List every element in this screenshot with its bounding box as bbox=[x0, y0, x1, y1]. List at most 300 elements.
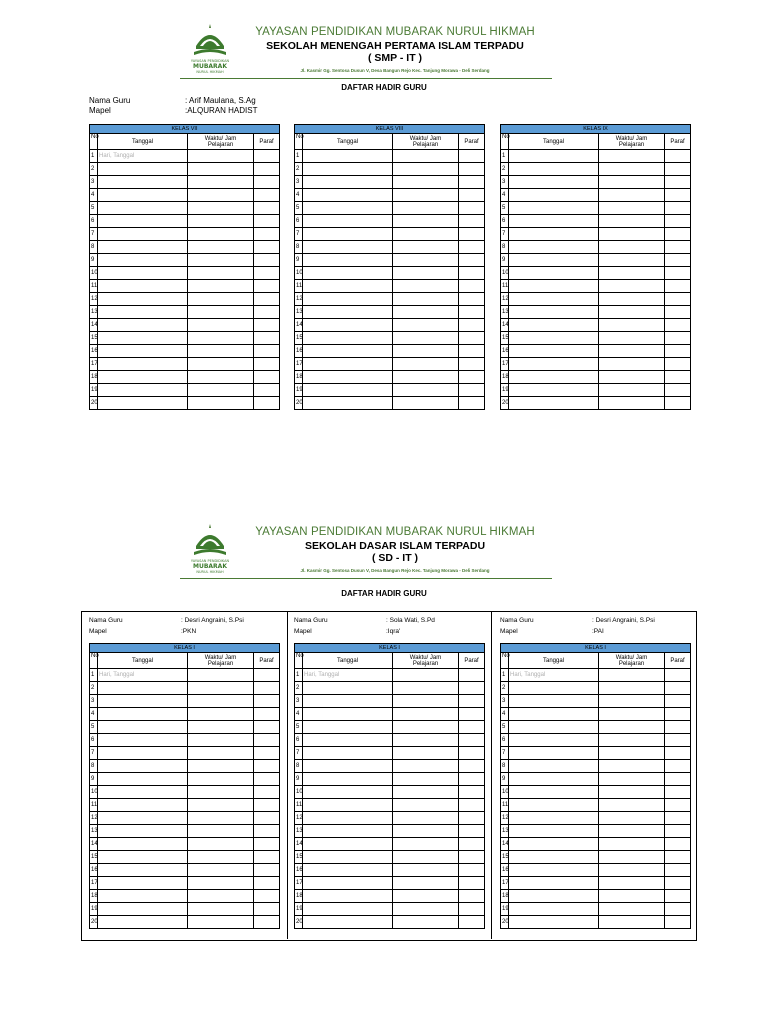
date-cell[interactable] bbox=[98, 695, 188, 708]
date-cell[interactable] bbox=[509, 773, 599, 786]
time-cell[interactable] bbox=[393, 150, 459, 163]
date-cell[interactable] bbox=[509, 916, 599, 929]
signature-cell[interactable] bbox=[665, 721, 691, 734]
time-cell[interactable] bbox=[188, 319, 254, 332]
signature-cell[interactable] bbox=[665, 695, 691, 708]
signature-cell[interactable] bbox=[665, 864, 691, 877]
signature-cell[interactable] bbox=[254, 682, 280, 695]
signature-cell[interactable] bbox=[254, 332, 280, 345]
signature-cell[interactable] bbox=[665, 916, 691, 929]
signature-cell[interactable] bbox=[459, 773, 485, 786]
date-cell[interactable] bbox=[509, 851, 599, 864]
date-cell[interactable] bbox=[98, 773, 188, 786]
date-cell[interactable] bbox=[98, 202, 188, 215]
signature-cell[interactable] bbox=[459, 358, 485, 371]
date-cell[interactable] bbox=[303, 747, 393, 760]
time-cell[interactable] bbox=[188, 163, 254, 176]
signature-cell[interactable] bbox=[665, 760, 691, 773]
signature-cell[interactable] bbox=[459, 241, 485, 254]
time-cell[interactable] bbox=[393, 189, 459, 202]
date-cell[interactable] bbox=[509, 306, 599, 319]
time-cell[interactable] bbox=[599, 384, 665, 397]
time-cell[interactable] bbox=[599, 773, 665, 786]
time-cell[interactable] bbox=[393, 163, 459, 176]
signature-cell[interactable] bbox=[665, 163, 691, 176]
signature-cell[interactable] bbox=[459, 150, 485, 163]
time-cell[interactable] bbox=[599, 864, 665, 877]
signature-cell[interactable] bbox=[459, 721, 485, 734]
signature-cell[interactable] bbox=[254, 254, 280, 267]
date-cell[interactable] bbox=[303, 682, 393, 695]
time-cell[interactable] bbox=[188, 241, 254, 254]
date-cell[interactable]: Hari, Tanggal bbox=[303, 669, 393, 682]
date-cell[interactable] bbox=[509, 708, 599, 721]
date-cell[interactable] bbox=[98, 721, 188, 734]
signature-cell[interactable] bbox=[459, 695, 485, 708]
date-cell[interactable] bbox=[303, 721, 393, 734]
date-cell[interactable] bbox=[509, 864, 599, 877]
time-cell[interactable] bbox=[188, 838, 254, 851]
date-cell[interactable] bbox=[303, 254, 393, 267]
date-cell[interactable] bbox=[509, 202, 599, 215]
date-cell[interactable]: Hari, Tanggal bbox=[509, 669, 599, 682]
date-cell[interactable] bbox=[303, 241, 393, 254]
signature-cell[interactable] bbox=[665, 293, 691, 306]
time-cell[interactable] bbox=[393, 916, 459, 929]
signature-cell[interactable] bbox=[459, 903, 485, 916]
signature-cell[interactable] bbox=[459, 267, 485, 280]
signature-cell[interactable] bbox=[459, 332, 485, 345]
time-cell[interactable] bbox=[188, 280, 254, 293]
time-cell[interactable] bbox=[599, 799, 665, 812]
time-cell[interactable] bbox=[188, 371, 254, 384]
signature-cell[interactable] bbox=[254, 669, 280, 682]
signature-cell[interactable] bbox=[254, 176, 280, 189]
date-cell[interactable]: Hari, Tanggal bbox=[98, 669, 188, 682]
time-cell[interactable] bbox=[599, 760, 665, 773]
time-cell[interactable] bbox=[393, 371, 459, 384]
date-cell[interactable] bbox=[303, 838, 393, 851]
time-cell[interactable] bbox=[188, 345, 254, 358]
signature-cell[interactable] bbox=[459, 747, 485, 760]
signature-cell[interactable] bbox=[459, 734, 485, 747]
signature-cell[interactable] bbox=[665, 877, 691, 890]
date-cell[interactable] bbox=[303, 890, 393, 903]
signature-cell[interactable] bbox=[459, 825, 485, 838]
time-cell[interactable] bbox=[393, 864, 459, 877]
date-cell[interactable] bbox=[98, 254, 188, 267]
signature-cell[interactable] bbox=[459, 890, 485, 903]
date-cell[interactable] bbox=[509, 903, 599, 916]
time-cell[interactable] bbox=[599, 825, 665, 838]
signature-cell[interactable] bbox=[254, 825, 280, 838]
date-cell[interactable] bbox=[303, 812, 393, 825]
date-cell[interactable] bbox=[303, 799, 393, 812]
time-cell[interactable] bbox=[599, 734, 665, 747]
signature-cell[interactable] bbox=[459, 669, 485, 682]
date-cell[interactable] bbox=[509, 241, 599, 254]
time-cell[interactable] bbox=[599, 669, 665, 682]
time-cell[interactable] bbox=[393, 397, 459, 410]
time-cell[interactable] bbox=[393, 786, 459, 799]
time-cell[interactable] bbox=[188, 903, 254, 916]
date-cell[interactable] bbox=[98, 877, 188, 890]
time-cell[interactable] bbox=[393, 241, 459, 254]
time-cell[interactable] bbox=[599, 721, 665, 734]
date-cell[interactable] bbox=[303, 176, 393, 189]
signature-cell[interactable] bbox=[665, 241, 691, 254]
date-cell[interactable] bbox=[98, 838, 188, 851]
time-cell[interactable] bbox=[599, 695, 665, 708]
date-cell[interactable] bbox=[303, 280, 393, 293]
time-cell[interactable] bbox=[599, 215, 665, 228]
signature-cell[interactable] bbox=[665, 280, 691, 293]
time-cell[interactable] bbox=[188, 384, 254, 397]
date-cell[interactable] bbox=[509, 280, 599, 293]
time-cell[interactable] bbox=[599, 903, 665, 916]
signature-cell[interactable] bbox=[459, 916, 485, 929]
date-cell[interactable] bbox=[303, 384, 393, 397]
date-cell[interactable] bbox=[98, 176, 188, 189]
signature-cell[interactable] bbox=[665, 319, 691, 332]
time-cell[interactable] bbox=[393, 682, 459, 695]
date-cell[interactable] bbox=[303, 293, 393, 306]
signature-cell[interactable] bbox=[665, 851, 691, 864]
time-cell[interactable] bbox=[599, 267, 665, 280]
signature-cell[interactable] bbox=[254, 760, 280, 773]
time-cell[interactable] bbox=[188, 734, 254, 747]
date-cell[interactable] bbox=[509, 695, 599, 708]
date-cell[interactable] bbox=[98, 916, 188, 929]
date-cell[interactable] bbox=[509, 812, 599, 825]
time-cell[interactable] bbox=[188, 669, 254, 682]
signature-cell[interactable] bbox=[665, 189, 691, 202]
time-cell[interactable] bbox=[188, 358, 254, 371]
date-cell[interactable] bbox=[303, 163, 393, 176]
signature-cell[interactable] bbox=[254, 293, 280, 306]
date-cell[interactable] bbox=[509, 332, 599, 345]
signature-cell[interactable] bbox=[254, 890, 280, 903]
time-cell[interactable] bbox=[188, 150, 254, 163]
time-cell[interactable] bbox=[188, 202, 254, 215]
date-cell[interactable]: Hari, Tanggal bbox=[98, 150, 188, 163]
time-cell[interactable] bbox=[393, 215, 459, 228]
date-cell[interactable] bbox=[303, 851, 393, 864]
time-cell[interactable] bbox=[393, 293, 459, 306]
signature-cell[interactable] bbox=[665, 812, 691, 825]
date-cell[interactable] bbox=[509, 293, 599, 306]
time-cell[interactable] bbox=[188, 812, 254, 825]
signature-cell[interactable] bbox=[459, 280, 485, 293]
signature-cell[interactable] bbox=[665, 202, 691, 215]
signature-cell[interactable] bbox=[665, 176, 691, 189]
date-cell[interactable] bbox=[509, 682, 599, 695]
signature-cell[interactable] bbox=[665, 371, 691, 384]
signature-cell[interactable] bbox=[459, 306, 485, 319]
date-cell[interactable] bbox=[509, 786, 599, 799]
time-cell[interactable] bbox=[188, 721, 254, 734]
signature-cell[interactable] bbox=[254, 215, 280, 228]
date-cell[interactable] bbox=[98, 799, 188, 812]
date-cell[interactable] bbox=[509, 877, 599, 890]
signature-cell[interactable] bbox=[459, 228, 485, 241]
date-cell[interactable] bbox=[303, 903, 393, 916]
signature-cell[interactable] bbox=[665, 825, 691, 838]
time-cell[interactable] bbox=[393, 851, 459, 864]
date-cell[interactable] bbox=[98, 747, 188, 760]
signature-cell[interactable] bbox=[254, 163, 280, 176]
date-cell[interactable] bbox=[98, 786, 188, 799]
date-cell[interactable] bbox=[98, 332, 188, 345]
signature-cell[interactable] bbox=[665, 669, 691, 682]
date-cell[interactable] bbox=[98, 215, 188, 228]
date-cell[interactable] bbox=[509, 799, 599, 812]
time-cell[interactable] bbox=[599, 176, 665, 189]
time-cell[interactable] bbox=[393, 838, 459, 851]
time-cell[interactable] bbox=[188, 682, 254, 695]
date-cell[interactable] bbox=[509, 397, 599, 410]
signature-cell[interactable] bbox=[459, 345, 485, 358]
time-cell[interactable] bbox=[599, 397, 665, 410]
signature-cell[interactable] bbox=[254, 695, 280, 708]
signature-cell[interactable] bbox=[665, 682, 691, 695]
date-cell[interactable] bbox=[303, 358, 393, 371]
signature-cell[interactable] bbox=[459, 799, 485, 812]
signature-cell[interactable] bbox=[459, 371, 485, 384]
time-cell[interactable] bbox=[393, 280, 459, 293]
date-cell[interactable] bbox=[98, 397, 188, 410]
time-cell[interactable] bbox=[188, 786, 254, 799]
time-cell[interactable] bbox=[393, 345, 459, 358]
time-cell[interactable] bbox=[599, 332, 665, 345]
signature-cell[interactable] bbox=[254, 358, 280, 371]
time-cell[interactable] bbox=[188, 215, 254, 228]
signature-cell[interactable] bbox=[459, 189, 485, 202]
date-cell[interactable] bbox=[509, 254, 599, 267]
time-cell[interactable] bbox=[188, 306, 254, 319]
time-cell[interactable] bbox=[188, 747, 254, 760]
time-cell[interactable] bbox=[393, 202, 459, 215]
signature-cell[interactable] bbox=[459, 319, 485, 332]
date-cell[interactable] bbox=[98, 682, 188, 695]
signature-cell[interactable] bbox=[459, 760, 485, 773]
signature-cell[interactable] bbox=[459, 254, 485, 267]
signature-cell[interactable] bbox=[254, 189, 280, 202]
date-cell[interactable] bbox=[509, 825, 599, 838]
time-cell[interactable] bbox=[599, 306, 665, 319]
time-cell[interactable] bbox=[393, 306, 459, 319]
signature-cell[interactable] bbox=[254, 306, 280, 319]
time-cell[interactable] bbox=[188, 864, 254, 877]
date-cell[interactable] bbox=[98, 358, 188, 371]
signature-cell[interactable] bbox=[254, 799, 280, 812]
date-cell[interactable] bbox=[303, 371, 393, 384]
time-cell[interactable] bbox=[393, 747, 459, 760]
time-cell[interactable] bbox=[599, 241, 665, 254]
date-cell[interactable] bbox=[98, 384, 188, 397]
time-cell[interactable] bbox=[393, 799, 459, 812]
signature-cell[interactable] bbox=[254, 916, 280, 929]
date-cell[interactable] bbox=[303, 786, 393, 799]
signature-cell[interactable] bbox=[254, 150, 280, 163]
time-cell[interactable] bbox=[599, 838, 665, 851]
signature-cell[interactable] bbox=[254, 864, 280, 877]
time-cell[interactable] bbox=[188, 799, 254, 812]
date-cell[interactable] bbox=[303, 877, 393, 890]
time-cell[interactable] bbox=[599, 345, 665, 358]
time-cell[interactable] bbox=[188, 397, 254, 410]
signature-cell[interactable] bbox=[254, 786, 280, 799]
time-cell[interactable] bbox=[393, 319, 459, 332]
signature-cell[interactable] bbox=[459, 215, 485, 228]
time-cell[interactable] bbox=[188, 877, 254, 890]
date-cell[interactable] bbox=[509, 267, 599, 280]
date-cell[interactable] bbox=[509, 721, 599, 734]
time-cell[interactable] bbox=[393, 903, 459, 916]
time-cell[interactable] bbox=[188, 332, 254, 345]
date-cell[interactable] bbox=[98, 228, 188, 241]
signature-cell[interactable] bbox=[254, 851, 280, 864]
time-cell[interactable] bbox=[599, 851, 665, 864]
time-cell[interactable] bbox=[188, 267, 254, 280]
signature-cell[interactable] bbox=[665, 384, 691, 397]
signature-cell[interactable] bbox=[665, 890, 691, 903]
time-cell[interactable] bbox=[599, 150, 665, 163]
signature-cell[interactable] bbox=[459, 163, 485, 176]
date-cell[interactable] bbox=[509, 371, 599, 384]
time-cell[interactable] bbox=[599, 916, 665, 929]
date-cell[interactable] bbox=[303, 228, 393, 241]
signature-cell[interactable] bbox=[665, 708, 691, 721]
signature-cell[interactable] bbox=[665, 358, 691, 371]
date-cell[interactable] bbox=[509, 760, 599, 773]
date-cell[interactable] bbox=[509, 189, 599, 202]
time-cell[interactable] bbox=[188, 228, 254, 241]
signature-cell[interactable] bbox=[665, 397, 691, 410]
time-cell[interactable] bbox=[188, 851, 254, 864]
date-cell[interactable] bbox=[98, 812, 188, 825]
signature-cell[interactable] bbox=[459, 397, 485, 410]
time-cell[interactable] bbox=[599, 786, 665, 799]
signature-cell[interactable] bbox=[254, 773, 280, 786]
date-cell[interactable] bbox=[303, 708, 393, 721]
signature-cell[interactable] bbox=[254, 721, 280, 734]
time-cell[interactable] bbox=[188, 708, 254, 721]
date-cell[interactable] bbox=[509, 890, 599, 903]
date-cell[interactable] bbox=[98, 241, 188, 254]
signature-cell[interactable] bbox=[665, 215, 691, 228]
signature-cell[interactable] bbox=[665, 838, 691, 851]
time-cell[interactable] bbox=[599, 163, 665, 176]
date-cell[interactable] bbox=[98, 890, 188, 903]
date-cell[interactable] bbox=[303, 345, 393, 358]
time-cell[interactable] bbox=[188, 293, 254, 306]
time-cell[interactable] bbox=[599, 189, 665, 202]
date-cell[interactable] bbox=[303, 916, 393, 929]
signature-cell[interactable] bbox=[665, 747, 691, 760]
signature-cell[interactable] bbox=[665, 332, 691, 345]
date-cell[interactable] bbox=[98, 189, 188, 202]
date-cell[interactable] bbox=[303, 864, 393, 877]
signature-cell[interactable] bbox=[254, 903, 280, 916]
signature-cell[interactable] bbox=[254, 280, 280, 293]
signature-cell[interactable] bbox=[459, 293, 485, 306]
signature-cell[interactable] bbox=[459, 786, 485, 799]
time-cell[interactable] bbox=[599, 202, 665, 215]
signature-cell[interactable] bbox=[665, 306, 691, 319]
time-cell[interactable] bbox=[393, 825, 459, 838]
time-cell[interactable] bbox=[393, 254, 459, 267]
date-cell[interactable] bbox=[509, 384, 599, 397]
date-cell[interactable] bbox=[509, 838, 599, 851]
time-cell[interactable] bbox=[393, 773, 459, 786]
time-cell[interactable] bbox=[393, 669, 459, 682]
time-cell[interactable] bbox=[599, 890, 665, 903]
date-cell[interactable] bbox=[98, 163, 188, 176]
signature-cell[interactable] bbox=[665, 786, 691, 799]
time-cell[interactable] bbox=[393, 708, 459, 721]
time-cell[interactable] bbox=[393, 760, 459, 773]
time-cell[interactable] bbox=[393, 228, 459, 241]
time-cell[interactable] bbox=[599, 228, 665, 241]
signature-cell[interactable] bbox=[254, 877, 280, 890]
date-cell[interactable] bbox=[509, 228, 599, 241]
signature-cell[interactable] bbox=[254, 397, 280, 410]
date-cell[interactable] bbox=[303, 267, 393, 280]
time-cell[interactable] bbox=[188, 916, 254, 929]
date-cell[interactable] bbox=[303, 397, 393, 410]
signature-cell[interactable] bbox=[665, 150, 691, 163]
signature-cell[interactable] bbox=[254, 734, 280, 747]
signature-cell[interactable] bbox=[665, 254, 691, 267]
signature-cell[interactable] bbox=[254, 319, 280, 332]
date-cell[interactable] bbox=[98, 345, 188, 358]
time-cell[interactable] bbox=[188, 825, 254, 838]
date-cell[interactable] bbox=[303, 773, 393, 786]
time-cell[interactable] bbox=[188, 189, 254, 202]
time-cell[interactable] bbox=[599, 254, 665, 267]
date-cell[interactable] bbox=[98, 825, 188, 838]
date-cell[interactable] bbox=[509, 358, 599, 371]
date-cell[interactable] bbox=[98, 708, 188, 721]
time-cell[interactable] bbox=[393, 734, 459, 747]
signature-cell[interactable] bbox=[254, 708, 280, 721]
date-cell[interactable] bbox=[303, 189, 393, 202]
time-cell[interactable] bbox=[599, 280, 665, 293]
time-cell[interactable] bbox=[393, 267, 459, 280]
time-cell[interactable] bbox=[393, 695, 459, 708]
date-cell[interactable] bbox=[509, 163, 599, 176]
signature-cell[interactable] bbox=[665, 345, 691, 358]
date-cell[interactable] bbox=[303, 760, 393, 773]
signature-cell[interactable] bbox=[665, 903, 691, 916]
signature-cell[interactable] bbox=[254, 371, 280, 384]
date-cell[interactable] bbox=[98, 851, 188, 864]
signature-cell[interactable] bbox=[459, 682, 485, 695]
time-cell[interactable] bbox=[393, 384, 459, 397]
signature-cell[interactable] bbox=[665, 734, 691, 747]
signature-cell[interactable] bbox=[665, 228, 691, 241]
signature-cell[interactable] bbox=[254, 747, 280, 760]
date-cell[interactable] bbox=[303, 306, 393, 319]
date-cell[interactable] bbox=[303, 825, 393, 838]
date-cell[interactable] bbox=[509, 176, 599, 189]
date-cell[interactable] bbox=[509, 747, 599, 760]
time-cell[interactable] bbox=[599, 371, 665, 384]
date-cell[interactable] bbox=[98, 760, 188, 773]
time-cell[interactable] bbox=[188, 760, 254, 773]
date-cell[interactable] bbox=[98, 267, 188, 280]
